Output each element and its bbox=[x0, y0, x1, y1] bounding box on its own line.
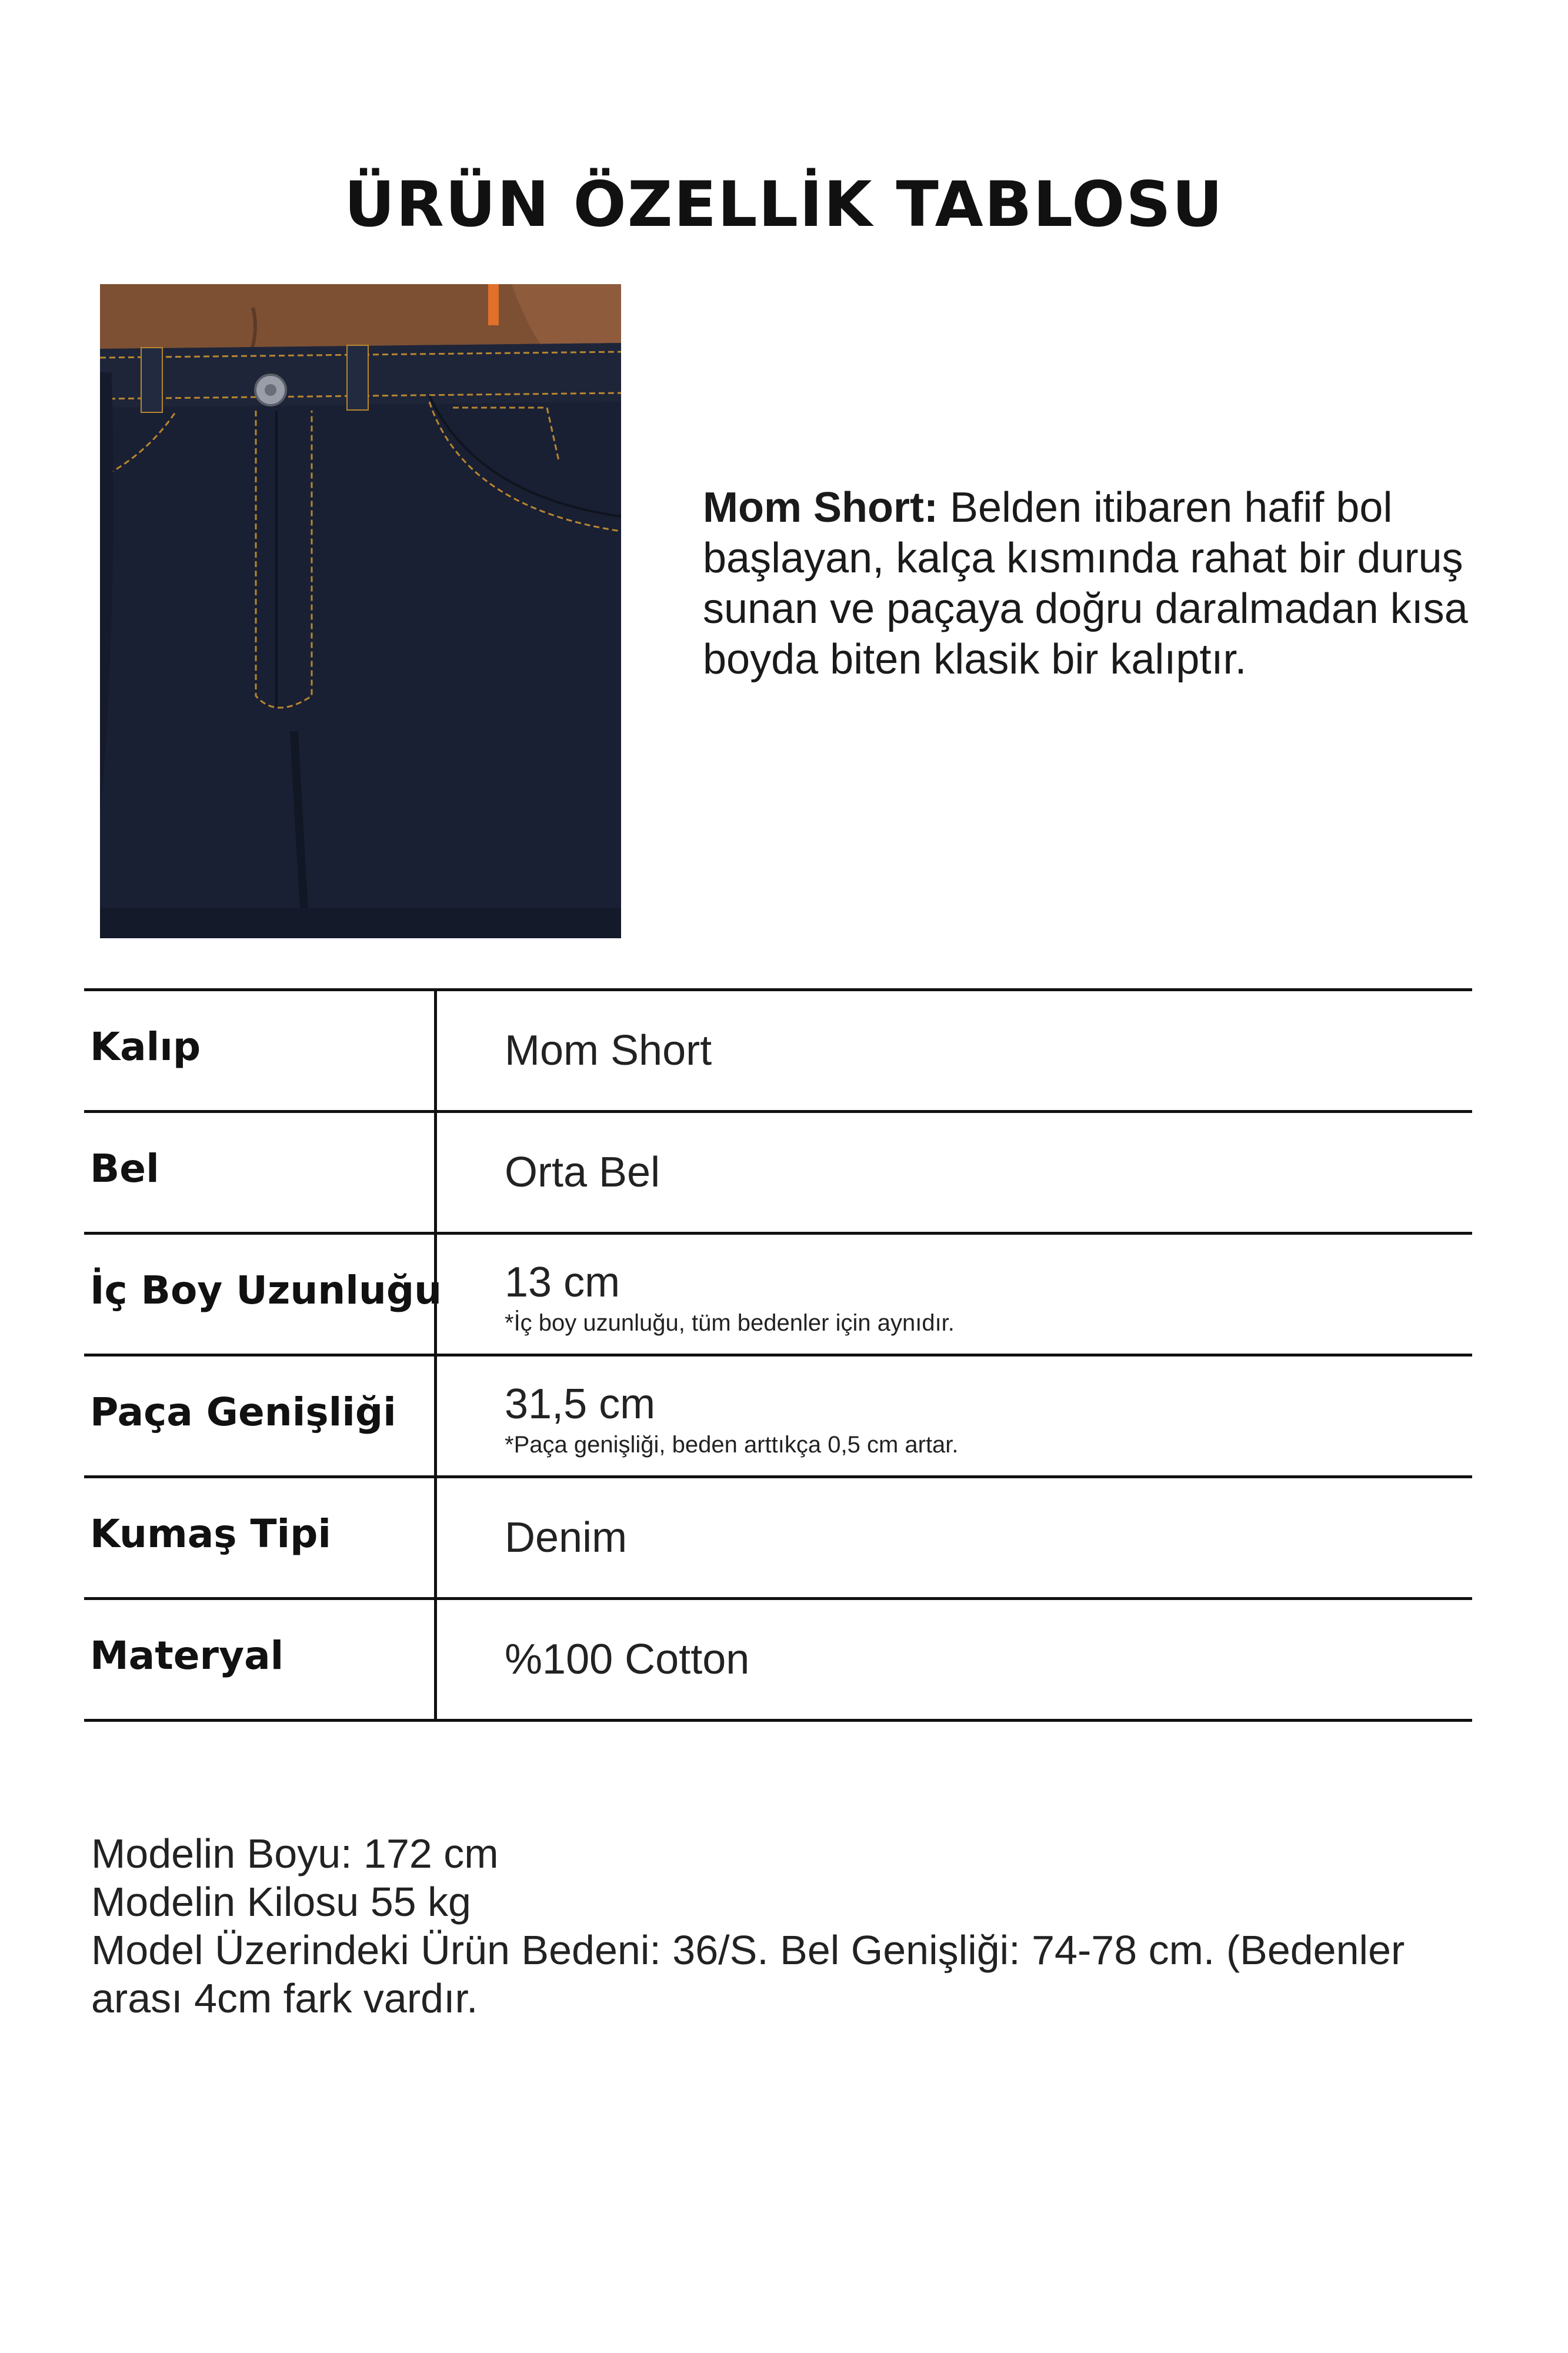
spec-table bbox=[84, 988, 1472, 1722]
spec-value: Mom Short bbox=[505, 1027, 712, 1074]
spec-label: İç Boy Uzunluğu bbox=[90, 1268, 442, 1313]
column-divider bbox=[434, 1357, 437, 1475]
spec-row-kumas bbox=[84, 1475, 1472, 1597]
column-divider bbox=[434, 1600, 437, 1719]
spec-value: 13 cm bbox=[505, 1259, 620, 1306]
spec-value: %100 Cotton bbox=[505, 1636, 750, 1683]
product-image bbox=[100, 284, 621, 938]
column-divider bbox=[434, 1478, 437, 1597]
spec-note: *Paça genişliği, beden arttıkça 0,5 cm artar. bbox=[505, 1432, 959, 1458]
spec-label: Paça Genişliği bbox=[90, 1389, 396, 1435]
page-title: ÜRÜN ÖZELLİK TABLOSU bbox=[344, 168, 1224, 241]
model-size: Model Üzerindeki Ürün Bedeni: 36/S. Bel Genişliği: 74-78 cm. (Bedenler arası 4cm fark vardır. bbox=[91, 1927, 1405, 2021]
spec-value: Orta Bel bbox=[505, 1149, 660, 1196]
spec-value: 31,5 cm bbox=[505, 1381, 656, 1428]
model-height: Modelin Boyu: 172 cm bbox=[91, 1831, 499, 1877]
spec-label: Kumaş Tipi bbox=[90, 1511, 332, 1557]
spec-row-paca bbox=[84, 1354, 1472, 1475]
product-description bbox=[703, 482, 1491, 685]
spec-label: Bel bbox=[90, 1146, 159, 1191]
description-text: Belden itibaren hafif bol başlayan, kalça kısmında rahat bir duruş sunan ve paçaya doğru daralmadan kısa boyda biten klasik bir kalıptır. bbox=[703, 484, 1468, 683]
description-lead: Mom Short: bbox=[703, 484, 938, 531]
spec-label: Materyal bbox=[90, 1633, 284, 1678]
spec-row-bel bbox=[84, 1110, 1472, 1232]
spec-note: *İç boy uzunluğu, tüm bedenler için aynıdır. bbox=[505, 1310, 955, 1336]
spec-value: Denim bbox=[505, 1514, 628, 1561]
model-info bbox=[91, 1829, 1491, 2022]
column-divider bbox=[434, 991, 437, 1110]
spec-row-materyal bbox=[84, 1597, 1472, 1722]
column-divider bbox=[434, 1113, 437, 1232]
spec-row-ic-boy bbox=[84, 1232, 1472, 1354]
model-weight: Modelin Kilosu 55 kg bbox=[91, 1879, 471, 1925]
spec-row-kalip bbox=[84, 988, 1472, 1110]
spec-label: Kalıp bbox=[90, 1024, 201, 1069]
